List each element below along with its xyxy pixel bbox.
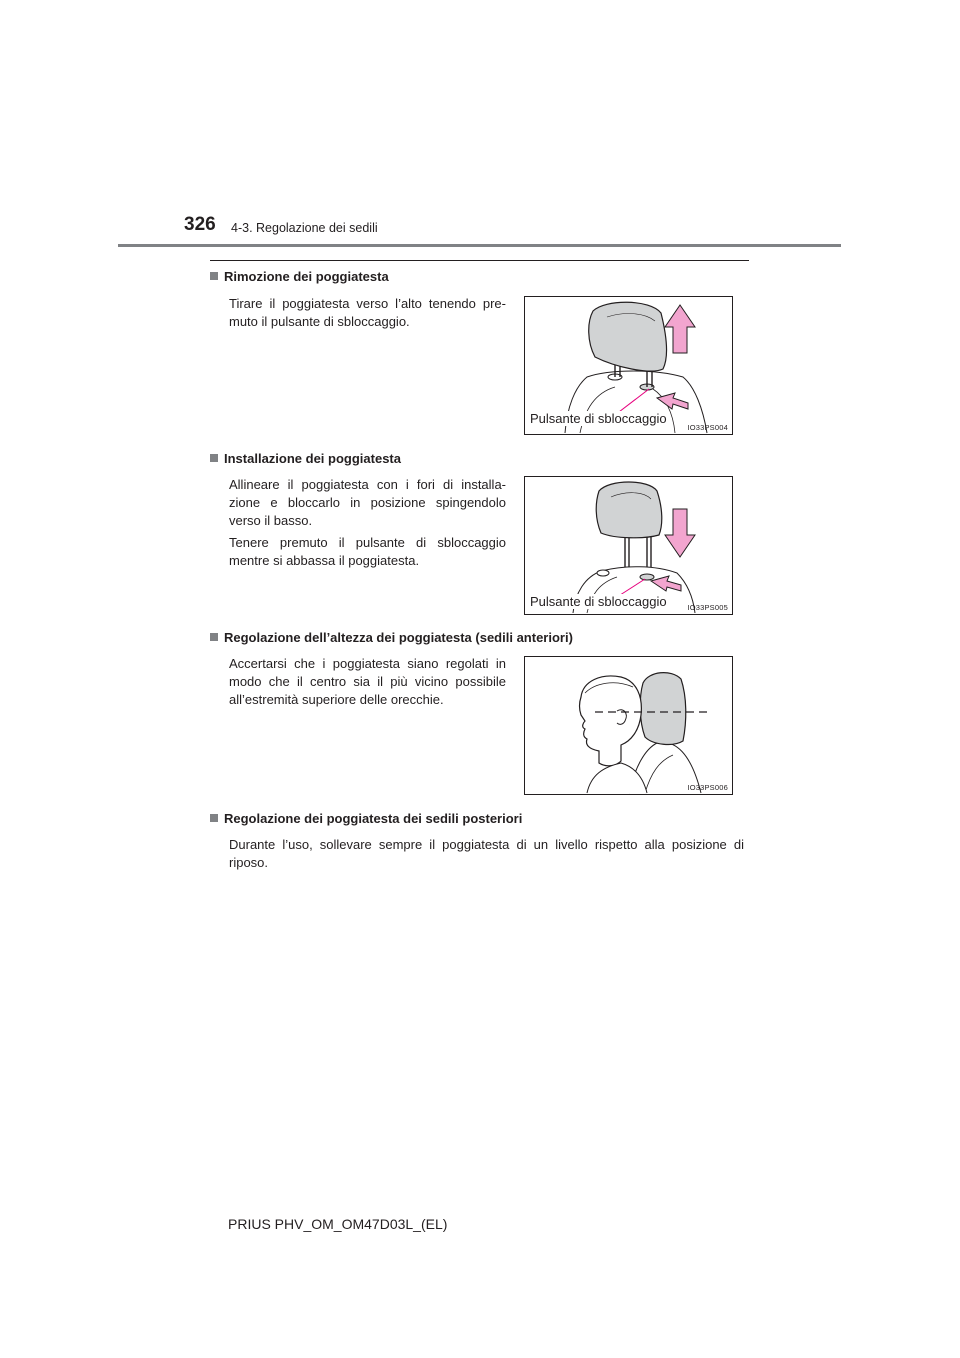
paragraph-line: Allineare il poggiatesta con i fori di installa- [229, 477, 506, 492]
figure-code: IO33PS006 [687, 783, 728, 792]
chapter-title: 4-3. Regolazione dei sedili [231, 221, 378, 235]
figure-code: IO33PS004 [687, 423, 728, 432]
square-bullet-icon [210, 814, 218, 822]
figure-headrest-installation [524, 476, 733, 615]
figure-headrest-removal [524, 296, 733, 435]
square-bullet-icon [210, 633, 218, 641]
square-bullet-icon [210, 272, 218, 280]
paragraph-line: modo che il centro sia il più vicino possibile [229, 674, 506, 689]
paragraph-line: riposo. [229, 855, 269, 870]
figure-headrest-height [524, 656, 733, 795]
paragraph-line: muto il pulsante di sbloccaggio. [229, 314, 410, 329]
square-bullet-icon [210, 454, 218, 462]
paragraph-line: Tenere premuto il pulsante di sbloccaggio [229, 535, 506, 550]
callout-release-button: Pulsante di sbloccaggio [530, 411, 667, 426]
section-heading-installation: Installazione dei poggiatesta [210, 451, 401, 466]
headrest-height-illustration [525, 657, 732, 794]
paragraph-line: mentre si abbassa il poggiatesta. [229, 553, 420, 568]
footer-document-code: PRIUS PHV_OM_OM47D03L_(EL) [228, 1216, 448, 1232]
paragraph-line: all’estremità superiore delle orecchie. [229, 692, 444, 707]
callout-release-button: Pulsante di sbloccaggio [530, 594, 667, 609]
figure-code: IO33PS005 [687, 603, 728, 612]
paragraph-line: Tirare il poggiatesta verso l’alto tenendo pre- [229, 296, 506, 311]
section-heading-rear: Regolazione dei poggiatesta dei sedili posteriori [210, 811, 522, 826]
paragraph-line: zione e bloccarlo in posizione spingendolo [229, 495, 506, 510]
paragraph-line: Durante l’uso, sollevare sempre il poggiatesta di un livello rispetto alla posizione di [229, 837, 744, 852]
paragraph-line: verso il basso. [229, 513, 313, 528]
section-rule [210, 260, 749, 261]
header-rule [118, 244, 841, 247]
section-heading-removal: Rimozione dei poggiatesta [210, 269, 389, 284]
paragraph-line: Accertarsi che i poggiatesta siano regolati in [229, 656, 506, 671]
section-heading-height-front: Regolazione dell’altezza dei poggiatesta (sedili anteriori) [210, 630, 573, 645]
page-number: 326 [184, 214, 216, 235]
